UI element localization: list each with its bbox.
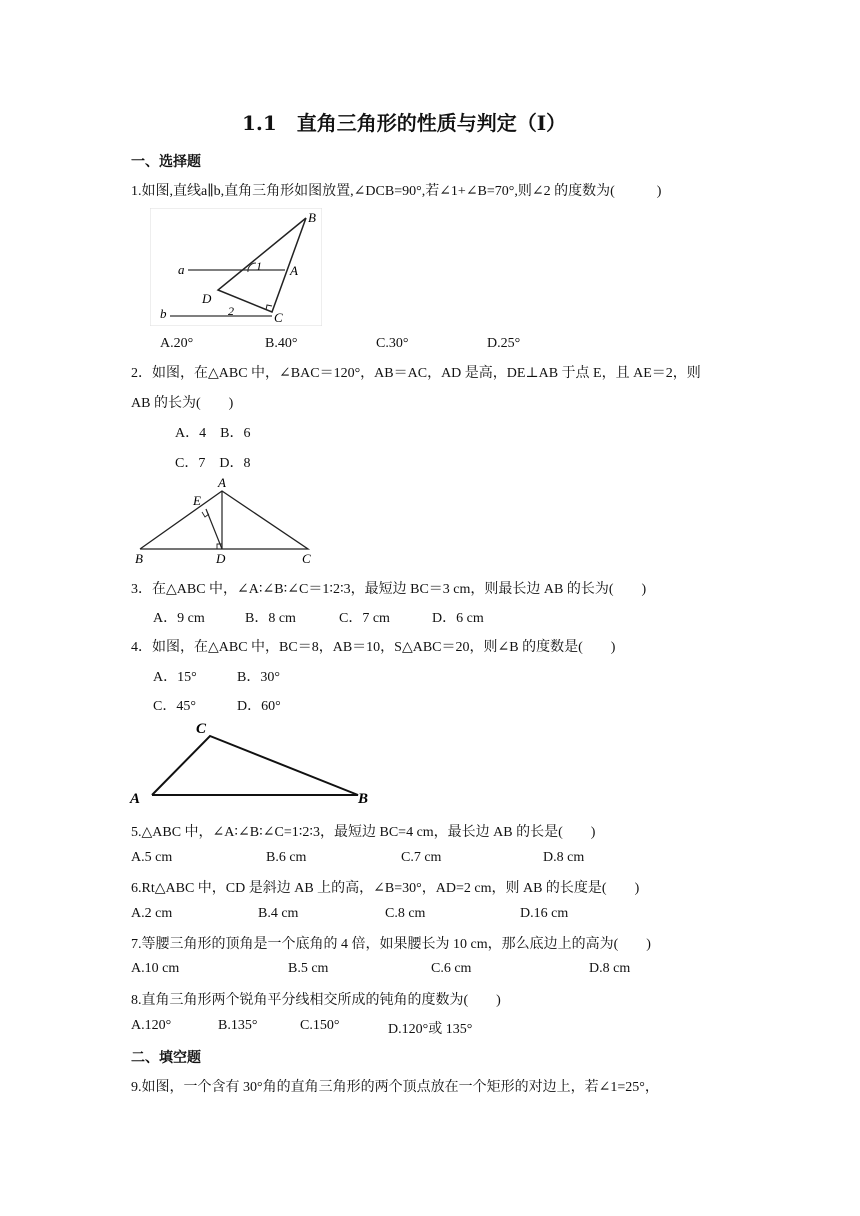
question-2-figure bbox=[130, 475, 322, 567]
q1-option-a: A.20° bbox=[160, 336, 194, 351]
question-5-stem: 5.△ABC 中，∠A∶∠B∶∠C=1∶2∶3，最短边 BC=4 cm，最长边 AB 的长是( ) bbox=[131, 825, 596, 840]
q7-option-b: B.5 cm bbox=[288, 961, 329, 976]
q2-options-row1: A．4 B．6 bbox=[175, 426, 251, 441]
question-1-stem: 1.如图,直线a∥b,直角三角形如图放置,∠DCB=90°,若∠1+∠B=70°,则∠2 的度数为( ) bbox=[131, 184, 662, 199]
q7-option-a: A.10 cm bbox=[131, 961, 180, 976]
q6-option-b: B.4 cm bbox=[258, 906, 299, 921]
question-1-figure bbox=[150, 208, 322, 326]
question-7-stem: 7.等腰三角形的顶角是一个底角的 4 倍，如果腰长为 10 cm，那么底边上的高为( ) bbox=[131, 937, 651, 952]
q5-option-c: C.7 cm bbox=[401, 850, 442, 865]
q8-option-c: C.150° bbox=[300, 1018, 340, 1033]
label-E: E bbox=[193, 493, 201, 508]
question-9-stem: 9.如图，一个含有 30°角的直角三角形的两个顶点放在一个矩形的对边上，若∠1=25°， bbox=[131, 1080, 659, 1095]
q3-option-b: B．8 cm bbox=[245, 611, 296, 626]
label-A: A bbox=[130, 791, 141, 807]
q4-option-b: B．30° bbox=[237, 670, 280, 685]
label-D: D bbox=[202, 291, 212, 306]
question-4-figure bbox=[126, 716, 382, 808]
q5-option-d: D.8 cm bbox=[543, 850, 585, 865]
q4-option-c: C．45° bbox=[153, 699, 196, 714]
q1-option-c: C.30° bbox=[376, 336, 409, 351]
section-heading-fill: 二、填空题 bbox=[131, 1050, 201, 1066]
label-D: D bbox=[216, 551, 226, 566]
q3-option-d: D．6 cm bbox=[432, 611, 484, 626]
q7-option-d: D.8 cm bbox=[589, 961, 631, 976]
label-a: a bbox=[178, 262, 185, 277]
question-2-stem-line1: 2．如图，在△ABC 中，∠BAC＝120°，AB＝AC，AD 是高，DE⊥AB 于点 E，且 AE＝2，则 bbox=[131, 366, 701, 381]
q1-option-b: B.40° bbox=[265, 336, 298, 351]
label-C: C bbox=[196, 721, 207, 737]
q5-option-b: B.6 cm bbox=[266, 850, 307, 865]
label-C: C bbox=[302, 551, 311, 566]
question-8-stem: 8.直角三角形两个锐角平分线相交所成的钝角的度数为( ) bbox=[131, 993, 501, 1008]
page-title: 1.1 直角三角形的性质与判定（Ⅰ） bbox=[242, 111, 567, 135]
q5-option-a: A.5 cm bbox=[131, 850, 173, 865]
q4-option-d: D．60° bbox=[237, 699, 281, 714]
label-C: C bbox=[274, 310, 283, 325]
question-3-stem: 3．在△ABC 中，∠A∶∠B∶∠C＝1∶2∶3，最短边 BC＝3 cm，则最长边 AB 的长为( ) bbox=[131, 582, 647, 597]
triangle-abc bbox=[152, 736, 358, 795]
q3-option-a: A．9 cm bbox=[153, 611, 205, 626]
q6-option-c: C.8 cm bbox=[385, 906, 426, 921]
label-1: 1 bbox=[256, 259, 262, 273]
q6-option-d: D.16 cm bbox=[520, 906, 569, 921]
question-6-stem: 6.Rt△ABC 中，CD 是斜边 AB 上的高，∠B=30°，AD=2 cm，则 AB 的长度是( ) bbox=[131, 881, 640, 896]
label-2: 2 bbox=[228, 304, 234, 318]
q7-option-c: C.6 cm bbox=[431, 961, 472, 976]
q3-option-c: C．7 cm bbox=[339, 611, 390, 626]
label-A: A bbox=[218, 475, 226, 490]
q1-option-d: D.25° bbox=[487, 336, 521, 351]
q4-option-a: A．15° bbox=[153, 670, 197, 685]
label-B: B bbox=[308, 210, 316, 225]
triangle-abc bbox=[140, 491, 308, 549]
q2-options-row2: C．7 D．8 bbox=[175, 456, 251, 471]
question-2-stem-line2: AB 的长为( ) bbox=[131, 396, 234, 411]
q8-option-b: B.135° bbox=[218, 1018, 258, 1033]
label-B: B bbox=[135, 551, 143, 566]
q6-option-a: A.2 cm bbox=[131, 906, 173, 921]
q8-option-d: D.120°或 135° bbox=[388, 1022, 473, 1037]
section-heading-choice: 一、选择题 bbox=[131, 154, 201, 170]
question-4-stem: 4．如图，在△ABC 中，BC＝8，AB＝10，S△ABC＝20，则∠B 的度数是( ) bbox=[131, 640, 616, 655]
label-b: b bbox=[160, 306, 167, 321]
label-B: B bbox=[358, 791, 369, 807]
label-A: A bbox=[290, 263, 298, 278]
q8-option-a: A.120° bbox=[131, 1018, 172, 1033]
